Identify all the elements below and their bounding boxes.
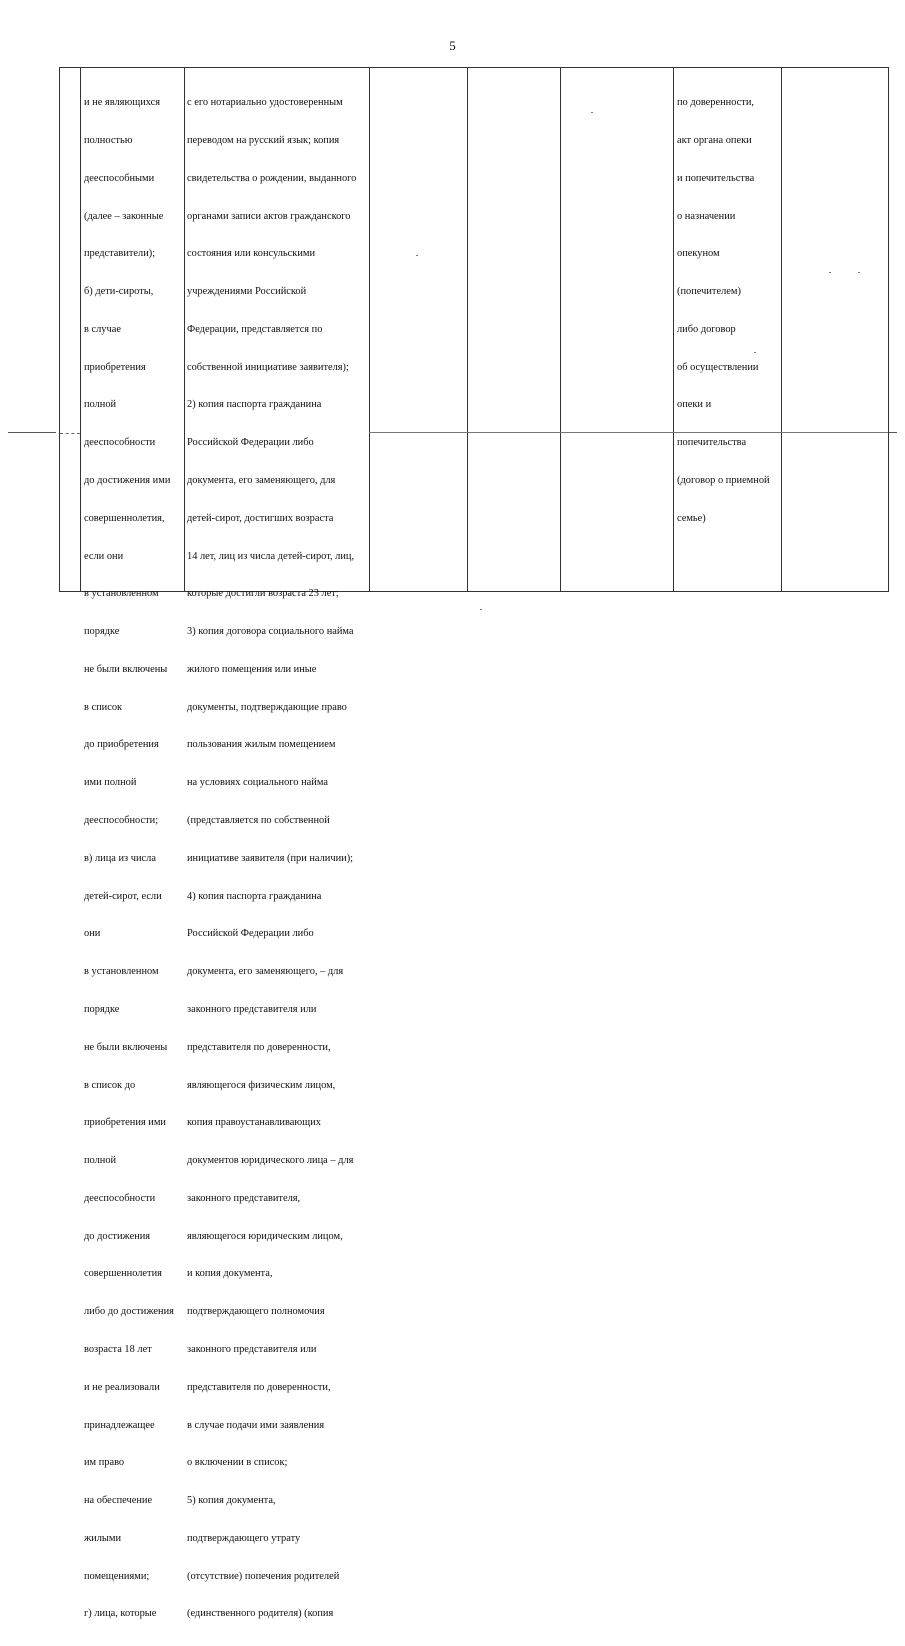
table-line: попечительства	[677, 437, 747, 449]
table-line: законного представителя или	[187, 1003, 317, 1015]
table-line: в случае подачи ими заявления	[187, 1419, 325, 1431]
table-line: ими полной	[84, 777, 137, 789]
table-line: жилого помещения или иные	[187, 663, 317, 675]
table-line: семье)	[677, 512, 706, 524]
table-line: не были включены	[84, 1041, 168, 1053]
table-line: 3) копия договора социального найма	[187, 626, 354, 638]
table-line: представителя по доверенности,	[187, 1381, 331, 1393]
table-line: порядке	[84, 626, 120, 638]
fold-line	[369, 432, 888, 433]
table-line: в случае	[84, 323, 121, 335]
table-line: до приобретения	[84, 739, 159, 751]
table-line: (отсутствие) попечения родителей	[187, 1570, 340, 1582]
column-divider	[184, 68, 185, 591]
table-line: до достижения ими	[84, 475, 171, 486]
table-line: совершеннолетия,	[84, 512, 165, 524]
fold-line	[60, 433, 80, 434]
column-divider	[467, 68, 468, 591]
table-line: приобретения	[84, 361, 146, 373]
table-line: Российской Федерации либо	[187, 437, 314, 449]
table-line: если они	[84, 550, 124, 562]
table-line: которые достигли возраста 23 лет;	[187, 588, 339, 600]
table-line: в список	[84, 701, 123, 713]
table-line: (далее – законные	[84, 210, 164, 222]
table-line: дееспособности	[84, 1192, 156, 1204]
column-divider	[673, 68, 674, 591]
table-line: законного представителя,	[187, 1192, 301, 1204]
table-line: о назначении	[677, 210, 736, 222]
table-line: в установленном	[84, 966, 159, 978]
table-line: совершеннолетия	[84, 1268, 162, 1280]
table-line: приобретения ими	[84, 1117, 166, 1129]
table-line: собственной инициативе заявителя);	[187, 361, 349, 373]
table-line: б) дети-сироты,	[84, 286, 154, 298]
table-line: законного представителя или	[187, 1343, 317, 1355]
table-line: либо договор	[677, 323, 736, 335]
table-line: они	[84, 928, 101, 940]
table-line: дееспособности;	[84, 815, 159, 827]
table-line: свидетельства о рождении, выданного	[187, 172, 357, 184]
table-line: дееспособности	[84, 437, 156, 449]
table-line: акт органа опеки	[677, 134, 752, 146]
table-line: копия правоустанавливающих	[187, 1117, 321, 1129]
table-line: (представляется по собственной	[187, 815, 330, 827]
table-line: состояния или консульскими	[187, 248, 316, 260]
table-line: об осуществлении	[677, 361, 759, 373]
table-line: г) лица, которые	[84, 1608, 157, 1620]
table-line: пользования жилым помещением	[187, 739, 336, 751]
table-line: документа, его заменяющего, для	[187, 475, 336, 486]
table-line: документы, подтверждающие право	[187, 701, 347, 713]
table-line: Федерации, представляется по	[187, 323, 323, 335]
result-documents-cell	[677, 72, 779, 551]
table-line: до достижения	[84, 1230, 151, 1242]
table-line: органами записи актов гражданского	[187, 210, 351, 222]
scan-speck	[480, 609, 482, 610]
table-line: и не являющихся	[84, 97, 161, 109]
criteria-cell	[84, 72, 182, 1646]
table-line: и не реализовали	[84, 1381, 160, 1393]
table-line: являющегося физическим лицом,	[187, 1079, 336, 1091]
scan-speck	[858, 272, 860, 273]
table-line: 5) копия документа,	[187, 1495, 276, 1507]
table-line: детей-сирот, достигших возраста	[187, 512, 334, 524]
scan-speck	[591, 112, 593, 113]
table-line: представители);	[84, 248, 156, 260]
table-line: полной	[84, 399, 117, 411]
table-line: представителя по доверенности,	[187, 1041, 331, 1053]
table-line: 14 лет, лиц из числа детей-сирот, лиц,	[187, 550, 355, 562]
table-line: с его нотариально удостоверенным	[187, 97, 343, 109]
table-line: (договор о приемной	[677, 475, 770, 486]
table-line: на условиях социального найма	[187, 777, 328, 789]
table-line: (попечителем)	[677, 286, 741, 298]
table-line: опекуном	[677, 248, 720, 260]
table-line: полной	[84, 1155, 117, 1167]
table-line: и копия документа,	[187, 1268, 273, 1280]
document-table	[59, 67, 889, 1620]
table-line: в установленном	[84, 588, 159, 600]
table-line: подтверждающего полномочия	[187, 1306, 325, 1318]
table-line: переводом на русский язык; копия	[187, 134, 340, 146]
table-line: и попечительства	[677, 172, 755, 184]
table-line: на обеспечение	[84, 1495, 153, 1507]
table-line: по доверенности,	[677, 97, 754, 109]
table-line: о включении в список;	[187, 1457, 288, 1469]
table-line: (единственного родителя) (копия	[187, 1608, 334, 1620]
table-line: опеки и	[677, 399, 712, 411]
table-line: в) лица из числа	[84, 852, 156, 864]
table-line: подтверждающего утрату	[187, 1532, 301, 1544]
table-line: принадлежащее	[84, 1419, 155, 1431]
column-divider	[560, 68, 561, 591]
table-line: дееспособными	[84, 172, 155, 184]
table-line: Российской Федерации либо	[187, 928, 314, 940]
documents-cell	[187, 72, 367, 1646]
table-line: жилыми	[84, 1532, 122, 1544]
table-line: либо до достижения	[84, 1306, 174, 1318]
table-line: инициативе заявителя (при наличии);	[187, 852, 354, 864]
table-line: порядке	[84, 1003, 120, 1015]
table-line: в список до	[84, 1079, 136, 1091]
table-line: документов юридического лица – для	[187, 1155, 354, 1167]
table-line: помещениями;	[84, 1570, 150, 1582]
table-line: полностью	[84, 134, 133, 146]
table-line: 4) копия паспорта гражданина	[187, 890, 322, 902]
table-line: документа, его заменяющего, – для	[187, 966, 344, 978]
fold-mark-right	[889, 432, 897, 433]
table-line: им право	[84, 1457, 125, 1469]
table-line: не были включены	[84, 663, 168, 675]
table-line: детей-сирот, если	[84, 890, 162, 902]
scan-speck	[829, 272, 831, 273]
table-line: 2) копия паспорта гражданина	[187, 399, 322, 411]
table-line: учреждениями Российской	[187, 286, 307, 298]
column-divider	[80, 68, 81, 591]
scan-speck	[754, 352, 756, 353]
scan-speck	[416, 255, 418, 256]
table-line: являющегося юридическим лицом,	[187, 1230, 343, 1242]
column-divider	[369, 68, 370, 591]
table-line: возраста 18 лет	[84, 1343, 152, 1355]
page-number: 5	[449, 38, 456, 53]
fold-mark-left	[8, 432, 56, 433]
column-divider	[781, 68, 782, 591]
